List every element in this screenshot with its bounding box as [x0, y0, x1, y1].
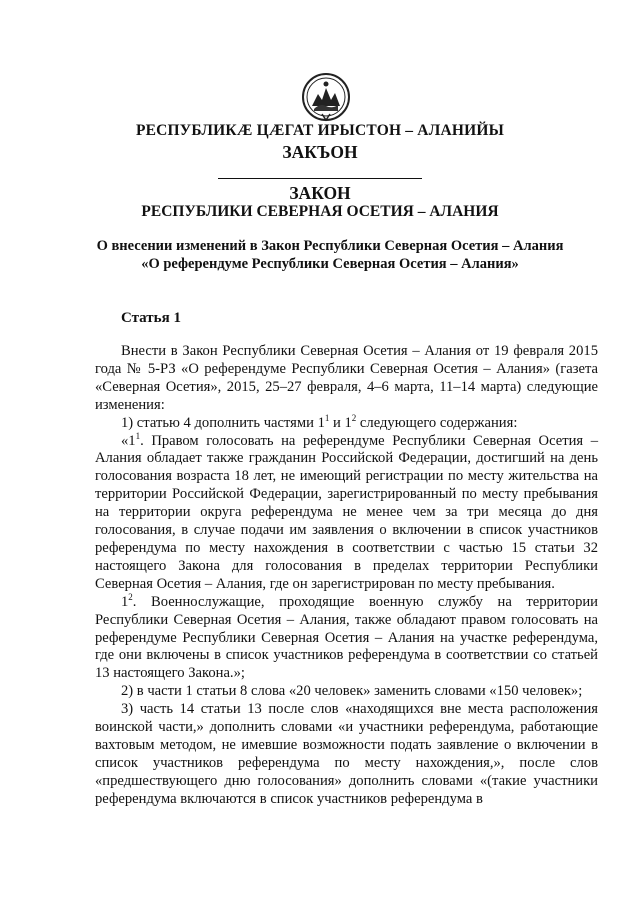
superscript: 2 [128, 591, 133, 602]
superscript: 2 [351, 412, 357, 423]
republic-name-russian: РЕСПУБЛИКИ СЕВЕРНАЯ ОСЕТИЯ – АЛАНИЯ [141, 203, 499, 220]
superscript: 1 [324, 412, 330, 423]
superscript: 1 [135, 430, 141, 441]
text-span: и 1 [329, 414, 352, 431]
law-title-ossetian: ЗАКЪОН [282, 142, 358, 162]
paragraph-item-3: 3) часть 14 статьи 13 после слов «находящихся вне места расположения воинской части,» дополнить словами «и участники референдума, работающие вахтовым методом, не имевшие возможности подать заявление о включении в список участников референдума по месту нахождения,», после слов «предшествующего дню голосования» дополнить словами «(такие участники референдума включаются в список участников референдума в [95, 701, 598, 807]
paragraph-item-1 [95, 412, 598, 433]
header-divider [218, 178, 422, 179]
law-subject [60, 237, 600, 273]
republic-name-ossetian: РЕСПУБЛИКӔ ЦӔГАТ ИРЫСТОН – АЛАНИЙЫ [135, 122, 505, 139]
subject-line-2: «О референдуме Республики Северная Осетия – Алания» [141, 256, 519, 272]
text-span: . Военнослужащие, проходящие военную службу на территории Республики Северная Осетия – Алания, также обладают правом голосовать на референдуме Республики Северная Осетия – Алания на участке референдума, где они включены в список участников референдума в соответствии со статьей 13 настоящего Закона.»; [95, 593, 598, 682]
subject-line-1: О внесении изменений в Закон Республики Северная Осетия – Алания [96, 238, 564, 254]
article-body [95, 343, 598, 809]
paragraph-intro: Внести в Закон Республики Северная Осетия – Алания от 19 февраля 2015 года № 5-РЗ «О референдуме Республики Северная Осетия – Алания» (газета «Северная Осетия», 2015, 25–27 февраля, 4–6 марта, 11–14 марта) следующие изменения: [95, 343, 598, 413]
paragraph-part-1-1 [95, 430, 598, 594]
paragraph-item-2: 2) в части 1 статьи 8 слова «20 человек» заменить словами «150 человек»; [121, 683, 583, 700]
text-span: 1) статью 4 дополнить частями 1 [121, 414, 325, 431]
coat-of-arms-emblem [300, 70, 352, 126]
article-title: Статья 1 [121, 310, 181, 326]
law-title-russian: ЗАКОН [289, 183, 351, 203]
text-span: следующего содержания: [356, 414, 518, 431]
text-span: . Правом голосовать на референдуме Республики Северная Осетия – Алания обладает также гражданин Российской Федерации, достигший на день голосования возраста 18 лет, не имеющий регистрации по месту жительства на территории Российской Федерации, зарегистрированный по месту пребывания на территории округа референдума не менее чем за три месяца до дня голосования, в случае подачи им заявления о включении в список участников референдума по месту нахождения в соответствии с частью 15 статьи 32 настоящего Закона для голосования в пределах территории Республики Северная Осетия – Алания, где он зарегистрирован по месту пребывания. [95, 432, 598, 592]
text-span: «1 [121, 432, 136, 449]
text-span: 1 [121, 593, 129, 610]
paragraph-part-1-2 [95, 591, 598, 684]
